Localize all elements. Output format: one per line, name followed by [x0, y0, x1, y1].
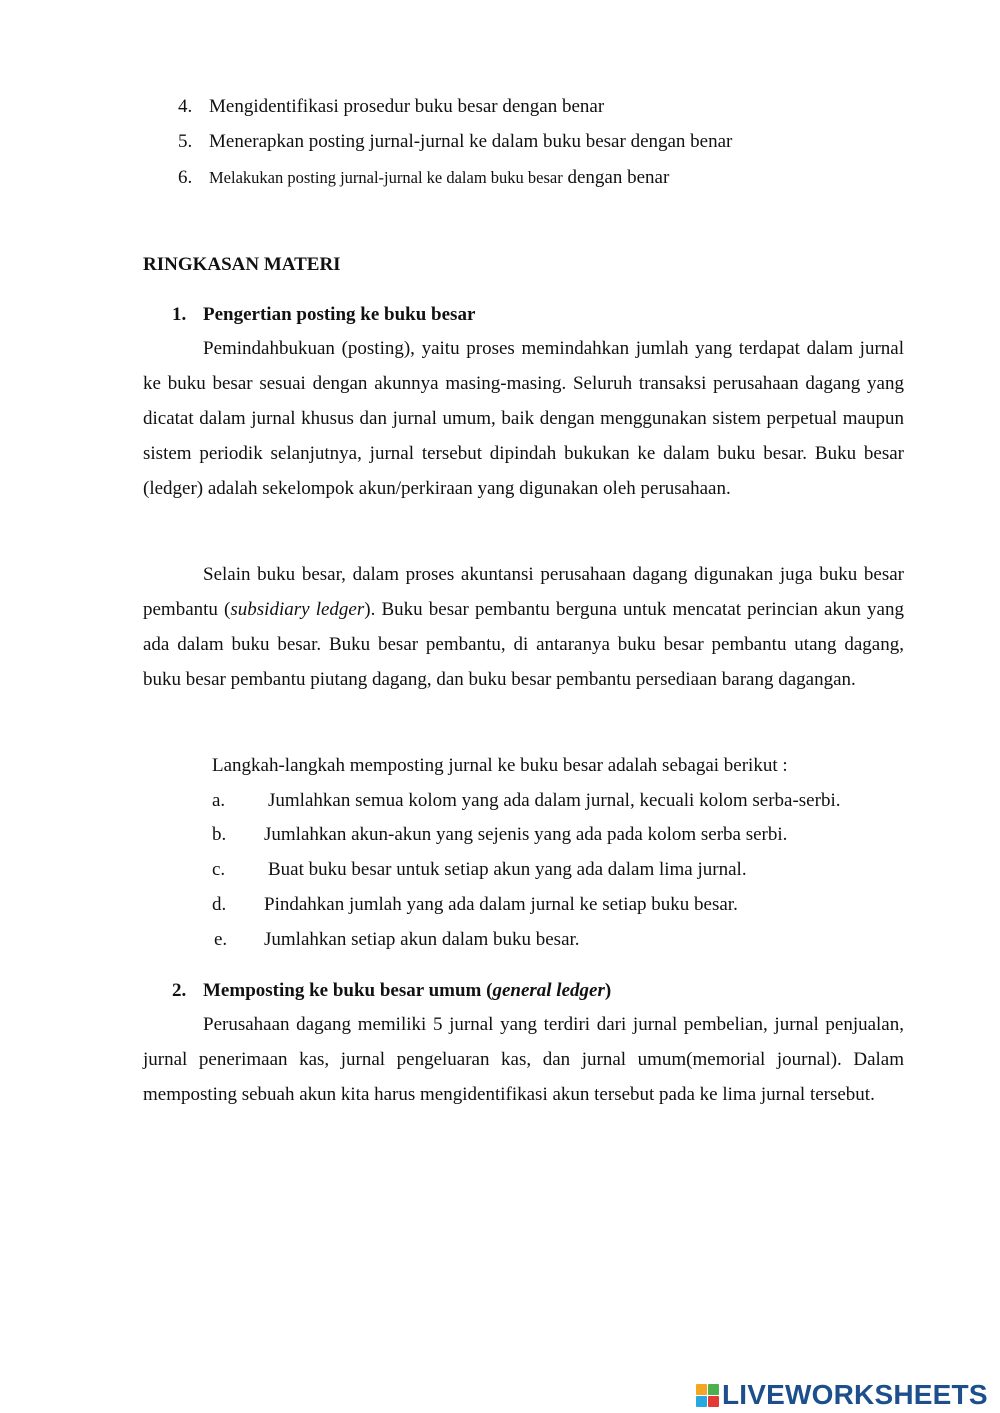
section1-paragraph2 — [143, 557, 904, 697]
section1-paragraph2-text-b: ). Buku besar pembantu berguna untuk mencatat perincian akun yang ada dalam buku besar. Buku besar pembantu, di antaranya buku besar pembantu utang dagang, buku besar pembantu piutang dagang, dan buku besar pembantu persediaan barang dagangan. — [143, 599, 904, 690]
step-d-text: Pindahkan jumlah yang ada dalam jurnal ke setiap buku besar. — [264, 894, 738, 915]
objective-4-text: Mengidentifikasi prosedur buku besar dengan benar — [209, 96, 605, 117]
logo-tile-i — [708, 1384, 719, 1395]
section2-number: 2. — [172, 980, 187, 1001]
objective-6-text-small: Melakukan posting jurnal-jurnal ke dalam buku besar — [209, 168, 563, 187]
step-b-letter: b. — [212, 824, 227, 845]
liveworksheets-logo — [696, 1379, 988, 1411]
objective-5-text: Menerapkan posting jurnal-jurnal ke dalam buku besar dengan benar — [209, 131, 733, 152]
step-a-letter: a. — [212, 790, 226, 811]
summary-heading: RINGKASAN MATERI — [143, 254, 341, 275]
step-c-letter: c. — [212, 859, 226, 880]
section1-paragraph2-text-a: Selain buku besar, dalam proses akuntansi perusahaan dagang digunakan juga buku besar pembantu ( — [143, 564, 904, 620]
section2-title-italic: general ledger — [492, 980, 605, 1001]
logo-tile-l — [696, 1384, 707, 1395]
step-c-text: Buat buku besar untuk setiap akun yang ada dalam lima jurnal. — [268, 859, 747, 880]
objective-5-number: 5. — [178, 131, 193, 152]
logo-tiles — [696, 1384, 719, 1407]
section1-title: Pengertian posting ke buku besar — [203, 304, 476, 325]
logo-text: LIVEWORKSHEETS — [722, 1379, 988, 1410]
section1-number: 1. — [172, 304, 187, 325]
section2-title-b: ) — [604, 980, 612, 1001]
step-a-text: Jumlahkan semua kolom yang ada dalam jurnal, kecuali kolom serba-serbi. — [268, 790, 841, 811]
section1-paragraph2-italic: subsidiary ledger — [230, 599, 365, 620]
section2-title — [203, 979, 611, 1003]
steps-intro: Langkah-langkah memposting jurnal ke buku besar adalah sebagai berikut : — [212, 755, 788, 776]
section1-paragraph1 — [143, 331, 904, 506]
section1-paragraph1-text: Pemindahbukuan (posting), yaitu proses memindahkan jumlah yang terdapat dalam jurnal ke buku besar sesuai dengan akunnya masing-masing. Seluruh transaksi perusahaan dagang yang dicatat dalam jurnal khusus dan jurnal umum, baik dengan menggunakan sistem perpetual maupun sistem periodik selanjutnya, jurnal tersebut dipindah bukukan ke dalam buku besar. Buku besar (ledger) adalah sekelompok akun/perkiraan yang digunakan oleh perusahaan. — [143, 338, 904, 499]
step-e-letter: e. — [214, 929, 228, 950]
objective-4-number: 4. — [178, 96, 193, 117]
section2-paragraph — [143, 1007, 904, 1112]
step-e-text: Jumlahkan setiap akun dalam buku besar. — [264, 929, 580, 950]
objective-6-number: 6. — [178, 167, 193, 188]
section2-title-a: Memposting ke buku besar umum ( — [203, 980, 493, 1001]
objective-6-text-rest: dengan benar — [562, 167, 670, 188]
objective-6-text — [209, 166, 669, 190]
step-d-letter: d. — [212, 894, 227, 915]
logo-tile-e — [708, 1396, 719, 1407]
step-b-text: Jumlahkan akun-akun yang sejenis yang ada pada kolom serba serbi. — [264, 824, 788, 845]
logo-tile-v — [696, 1396, 707, 1407]
section2-paragraph-text: Perusahaan dagang memiliki 5 jurnal yang terdiri dari jurnal pembelian, jurnal penjualan, jurnal penerimaan kas, jurnal pengeluaran kas, dan jurnal umum(memorial journal). Dalam memposting sebuah akun kita harus mengidentifikasi akun tersebut pada ke lima jurnal tersebut. — [143, 1014, 904, 1105]
